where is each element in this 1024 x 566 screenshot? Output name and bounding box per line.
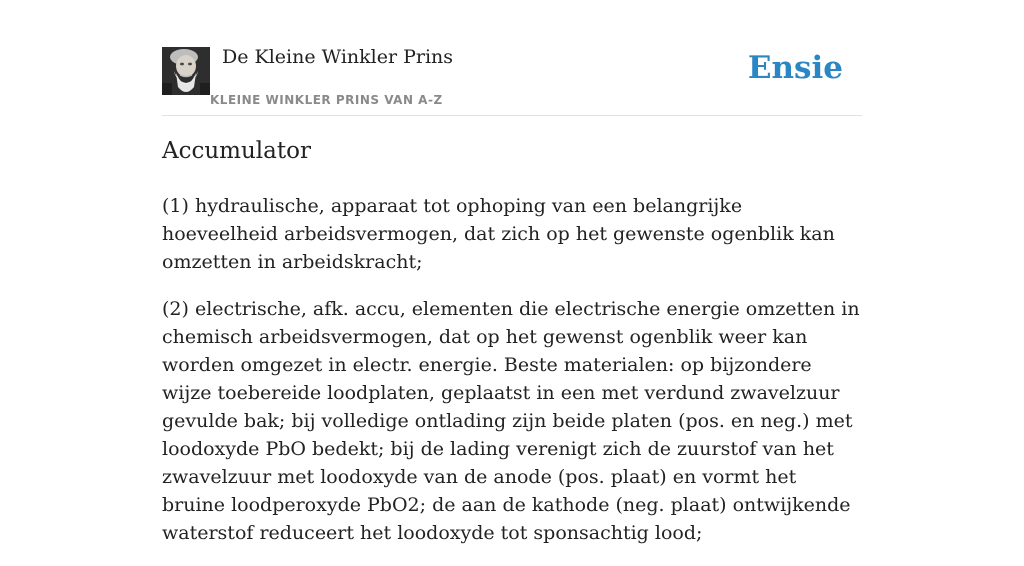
author-avatar[interactable]	[162, 47, 210, 95]
source-subtitle: KLEINE WINKLER PRINS VAN A-Z	[210, 93, 443, 107]
article-title: Accumulator	[162, 138, 311, 164]
article-paragraph: (1) hydraulische, apparaat tot ophoping van een belangrijke hoeveelheid arbeidsvermogen, dat zich op het gewenste ogenblik kan omzetten in arbeidskracht;	[162, 195, 835, 273]
source-title-link[interactable]: De Kleine Winkler Prins	[222, 46, 454, 68]
ensie-logo-link[interactable]: Ensie	[747, 50, 843, 86]
article-body	[162, 192, 862, 566]
article-paragraph: (2) electrische, afk. accu, elementen die electrische energie omzetten in chemisch arbeidsvermogen, dat op het gewenst ogenblik weer kan worden omgezet in electr. energie. Beste materialen: op bijzondere wijze toebereide loodplaten, geplaatst in een met verdund zwavelzuur gevulde bak; bij volledige ontlading zijn beide platen (pos. en neg.) met loodoxyde PbO bedekt; bij de lading verenigt zich de zuurstof van het zwavelzuur met loodoxyde van de anode (pos. plaat) en vormt het bruine loodperoxyde PbO2; de aan de kathode (neg. plaat) ontwijkende waterstof reduceert het loodoxyde tot sponsachtig lood;	[162, 298, 860, 544]
source-header	[162, 45, 862, 116]
bearded-man-portrait-icon	[162, 47, 210, 95]
